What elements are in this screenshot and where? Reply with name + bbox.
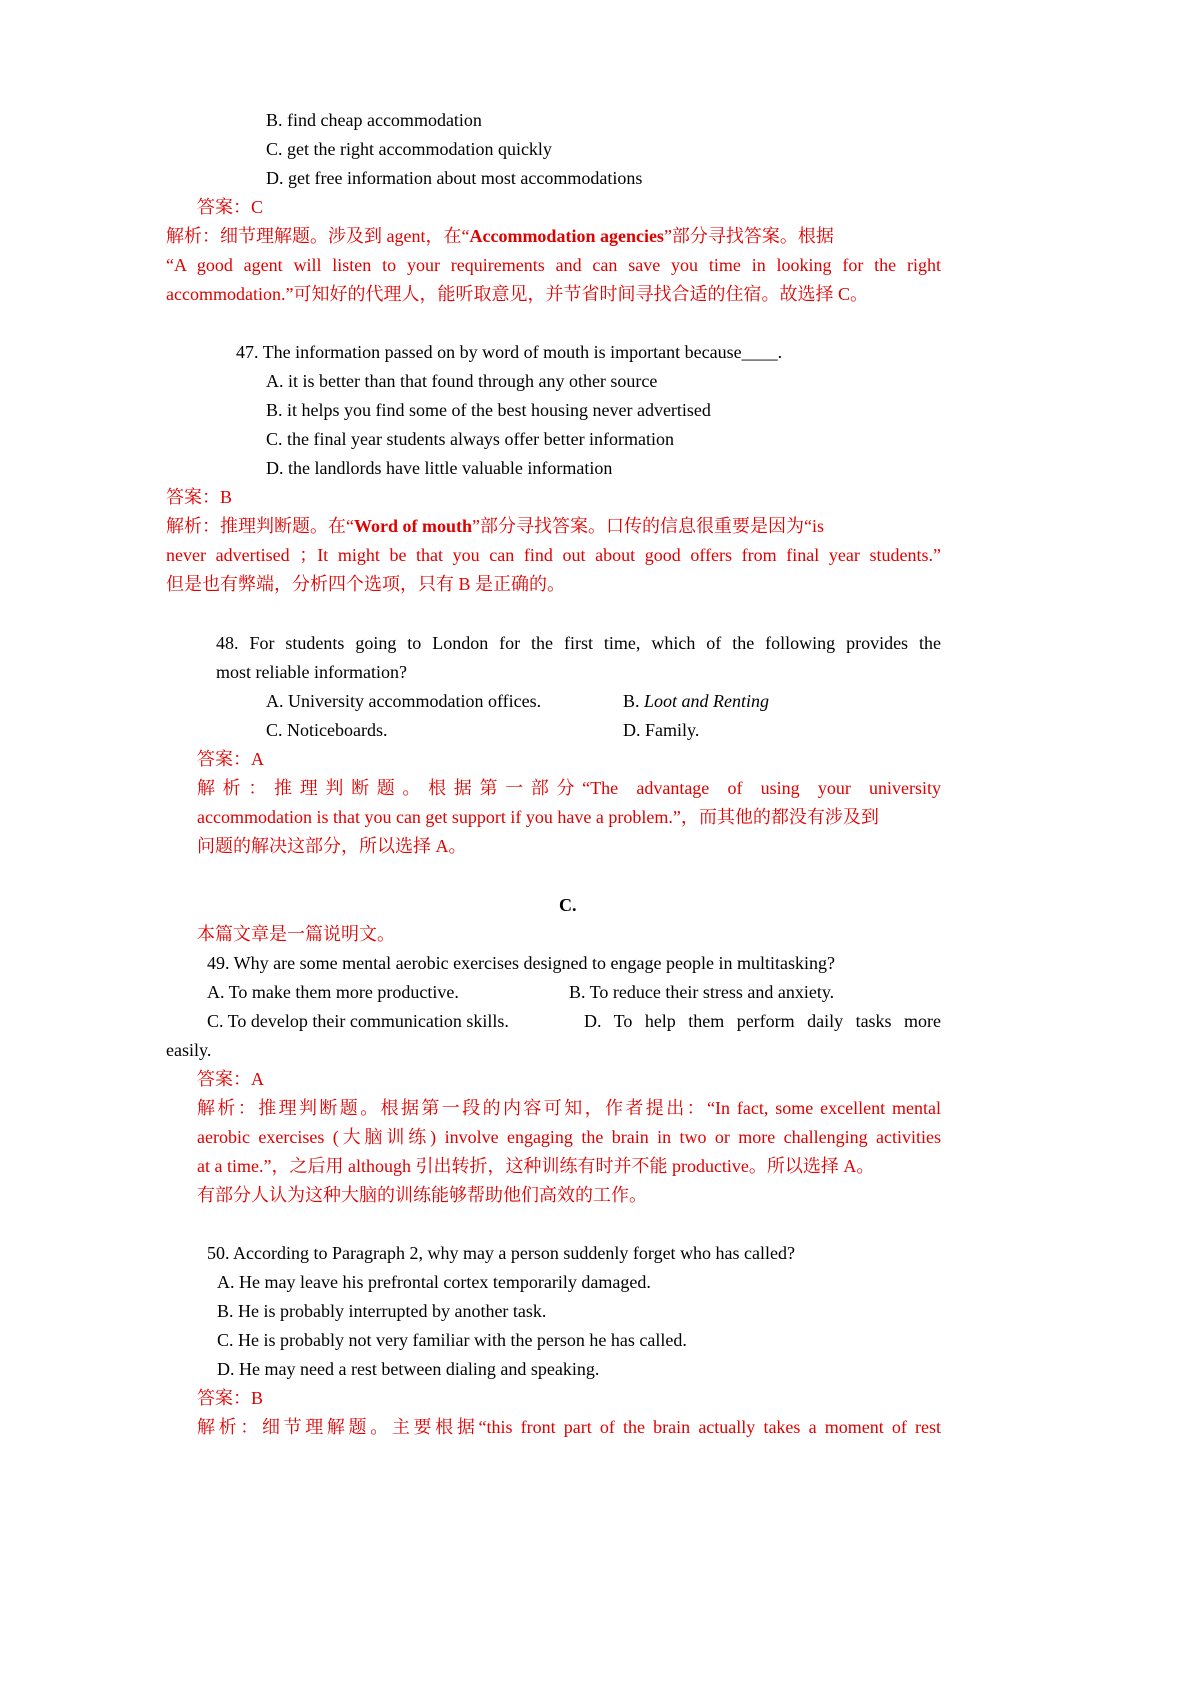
q50-option-d: D. He may need a rest between dialing and speaking. (217, 1359, 600, 1379)
q46-analysis-line3: accommodation.”可知好的代理人，能听取意见，并节省时间寻找合适的住宿。故选择 C。 (166, 284, 868, 304)
q46-analysis-line2: “A good agent will listen to your requirements and can save you time in looking for the right (166, 255, 941, 275)
q47-analysis-text: ”部分寻找答案。口传的信息很重要是因为“is (472, 516, 824, 536)
q47-option-d: D. the landlords have little valuable information (266, 458, 613, 478)
q49-question: 49. Why are some mental aerobic exercises designed to engage people in multitasking? (207, 953, 835, 973)
q49-option-d: D. To help them perform daily tasks more (584, 1011, 941, 1031)
section-intro: 本篇文章是一篇说明文。 (197, 924, 395, 944)
q49-analysis-line4: 有部分人认为这种大脑的训练能够帮助他们高效的工作。 (197, 1185, 647, 1205)
q49-option-d-cont: easily. (166, 1040, 212, 1060)
q49-analysis-line2: aerobic exercises (大脑训练) involve engaging the brain in two or more challenging activities (197, 1127, 941, 1147)
q50-option-a: A. He may leave his prefrontal cortex temporarily damaged. (217, 1272, 651, 1292)
q47-option-a: A. it is better than that found through any other source (266, 371, 658, 391)
section-heading: C. (559, 895, 577, 915)
q47-analysis-line3: 但是也有弊端，分析四个选项，只有 B 是正确的。 (166, 574, 566, 594)
q49-analysis-line3: at a time.”，之后用 although 引出转折，这种训练有时并不能 productive。所以选择 A。 (197, 1156, 875, 1176)
q46-analysis-line1 (166, 222, 834, 251)
q48-option-d: D. Family. (623, 720, 700, 740)
q46-analysis-text: 解析：细节理解题。涉及到 agent，在“ (166, 226, 470, 246)
q48-option-b-prefix: B. (623, 691, 645, 711)
q48-option-b-title: Loot and Renting (644, 691, 770, 711)
q48-question-line1: 48. For students going to London for the first time, which of the following provides the (216, 633, 941, 653)
q49-option-a: A. To make them more productive. (207, 982, 459, 1002)
q48-answer: 答案：A (197, 749, 264, 769)
q50-question: 50. According to Paragraph 2, why may a person suddenly forget who has called? (207, 1243, 796, 1263)
q49-option-b: B. To reduce their stress and anxiety. (569, 982, 835, 1002)
q50-option-b: B. He is probably interrupted by another task. (217, 1301, 547, 1321)
q46-option-c: C. get the right accommodation quickly (266, 139, 552, 159)
q47-answer: 答案：B (166, 487, 233, 507)
q46-answer: 答案：C (197, 197, 264, 217)
q48-analysis-line3: 问题的解决这部分，所以选择 A。 (197, 836, 467, 856)
q46-option-b: B. find cheap accommodation (266, 110, 482, 130)
q47-option-c: C. the final year students always offer better information (266, 429, 675, 449)
q50-answer: 答案：B (197, 1388, 264, 1408)
q47-analysis-keyword: Word of mouth (354, 516, 473, 536)
q48-option-b (623, 687, 769, 716)
q47-analysis-line2: never advertised ；It might be that you can find out about good offers from final year students.” (166, 545, 941, 565)
q46-analysis-keyword: Accommodation agencies (469, 226, 664, 246)
q49-answer: 答案：A (197, 1069, 264, 1089)
q46-analysis-text: ”部分寻找答案。根据 (663, 226, 834, 246)
q47-analysis-text: 解析：推理判断题。在“ (166, 516, 354, 536)
q47-analysis-line1 (166, 512, 824, 541)
q48-option-a: A. University accommodation offices. (266, 691, 542, 711)
q47-option-b: B. it helps you find some of the best housing never advertised (266, 400, 711, 420)
q47-question: 47. The information passed on by word of mouth is important because____. (236, 342, 783, 362)
q49-option-c: C. To develop their communication skills. (207, 1011, 509, 1031)
q48-analysis-line2: accommodation is that you can get support if you have a problem.”，而其他的都没有涉及到 (197, 807, 879, 827)
q48-question-line2: most reliable information? (216, 662, 407, 682)
q48-option-c: C. Noticeboards. (266, 720, 388, 740)
q50-analysis-line1: 解析：细节理解题。主要根据“this front part of the brain actually takes a moment of rest (197, 1417, 941, 1437)
q49-analysis-line1: 解析：推理判断题。根据第一段的内容可知，作者提出：“In fact, some excellent mental (197, 1098, 941, 1118)
q48-analysis-line1: 解析：推理判断题。根据第一部分“The advantage of using your university (197, 778, 941, 798)
q50-option-c: C. He is probably not very familiar with the person he has called. (217, 1330, 687, 1350)
q46-option-d: D. get free information about most accommodations (266, 168, 643, 188)
